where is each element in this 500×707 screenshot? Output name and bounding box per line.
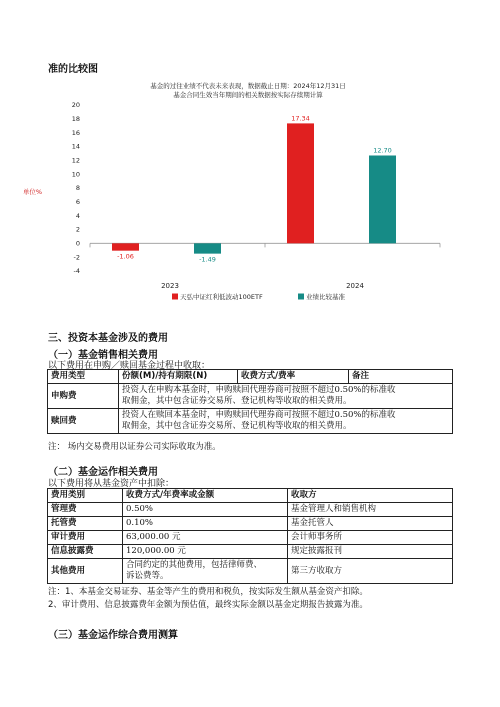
y-tick-label: 20 [71, 101, 80, 110]
op-row-category: 审计费用 [48, 531, 123, 545]
legend-swatch-benchmark [298, 294, 304, 300]
sub1-title: （一）基金销售相关费用 [48, 350, 158, 361]
y-tick-label: 4 [75, 211, 80, 220]
section3-title: 三、投资本基金涉及的费用 [48, 333, 168, 344]
sales-header-type: 费用类型 [48, 370, 119, 384]
op-header-method: 收费方式/年费率或金额 [123, 489, 288, 503]
bar-value-label: -1.06 [117, 252, 134, 261]
op-header-payee: 收取方 [288, 489, 453, 503]
op-row-rate: 63,000.00 元 [123, 531, 288, 545]
table-row [48, 517, 453, 531]
op-row-rate: 120,000.00 元 [123, 545, 288, 559]
sales-header-share: 份额(M)/持有期限(N) [119, 370, 238, 384]
op-row-category: 管理费 [48, 503, 123, 517]
operation-fee-table [47, 488, 453, 584]
op-row-payee: 第三方收取方 [288, 559, 453, 584]
sub3-title: （三）基金运作综合费用测算 [48, 630, 178, 641]
y-tick-label: 2 [75, 225, 80, 234]
y-tick-label: 0 [75, 239, 80, 248]
return-comparison-chart [0, 74, 500, 314]
x-tick-2023: 2023 [161, 282, 179, 290]
sales-row-desc [119, 409, 453, 434]
op-row-payee: 规定披露报刊 [288, 545, 453, 559]
op-row-category: 信息披露费 [48, 545, 123, 559]
x-tick-2024: 2024 [346, 282, 364, 290]
sales-row-desc-line2: 取佣金，其中包含证券交易所、登记机构等收取的相关费用。 [122, 421, 352, 431]
sales-header-remark: 备注 [349, 370, 453, 384]
op-row-rate-line1: 合同约定的其他费用，包括律师费、 [126, 560, 263, 570]
op-row-rate: 0.10% [123, 517, 288, 531]
section-heading-comparison: 准的比较图 [48, 64, 98, 75]
y-tick-label: 8 [75, 184, 80, 193]
y-tick-label: 14 [71, 142, 80, 151]
chart-y-label: 单位% [22, 188, 42, 196]
sales-header-method: 收费方式/费率 [238, 370, 349, 384]
op-row-payee: 会计师事务所 [288, 531, 453, 545]
sales-fee-table [47, 369, 453, 434]
bar-value-label: 12.70 [373, 146, 392, 155]
table-row [48, 384, 453, 409]
sub2-title: （二）基金运作相关费用 [48, 467, 158, 478]
legend-label-benchmark: 业绩比较基准 [306, 293, 345, 301]
op-row-category: 托管费 [48, 517, 123, 531]
sub2-note1: 注：1、本基金交易证券、基金等产生的费用和税负，按实际发生额从基金资产扣除。 [48, 587, 368, 597]
op-row-category: 其他费用 [48, 559, 123, 584]
table-row [48, 409, 453, 434]
sales-row-desc-line2: 取佣金，其中包含证券交易所、登记机构等收取的相关费用。 [122, 396, 352, 406]
bar-value-label: 17.34 [291, 114, 310, 123]
y-tick-label: 12 [71, 156, 80, 165]
table-row [48, 531, 453, 545]
op-header-category: 费用类别 [48, 489, 123, 503]
sub2-intro: 以下费用将从基金资产中扣除： [48, 479, 175, 489]
op-row-payee: 基金托管人 [288, 517, 453, 531]
chart-note-line1: 基金的过往业绩不代表未来表现，数据截止日期：2024年12月31日 [150, 82, 346, 90]
y-tick-label: -2 [73, 253, 80, 262]
sub1-note: 注： 场内交易费用以证券公司实际收取为准。 [48, 442, 221, 452]
table-row [48, 559, 453, 584]
y-tick-label: 16 [71, 128, 80, 137]
table-row [48, 545, 453, 559]
legend-label-fund: 天弘中证红利低波动100ETF [180, 293, 263, 301]
sales-row-type: 赎回费 [48, 409, 119, 434]
sub1-intro: 以下费用在申购／赎回基金过程中收取： [48, 361, 211, 371]
y-tick-label: 10 [71, 170, 80, 179]
op-row-rate: 0.50% [123, 503, 288, 517]
y-tick-label: -4 [73, 267, 80, 276]
sales-row-desc-line1: 投资人在申购本基金时，申购赎回代理券商可按照不超过0.50%的标准收 [122, 385, 396, 395]
bar-fund-2023 [112, 243, 139, 250]
sales-row-desc-line1: 投资人在赎回本基金时，申购赎回代理券商可按照不超过0.50%的标准收 [122, 410, 396, 420]
bar-benchmark-2023 [194, 243, 221, 253]
bar-benchmark-2024 [369, 155, 396, 243]
op-row-rate-line2: 诉讼费等。 [126, 571, 169, 581]
op-row-payee: 基金管理人和销售机构 [288, 503, 453, 517]
op-row-rate [123, 559, 288, 584]
sales-row-desc [119, 384, 453, 409]
sub2-note2: 2、审计费用、信息披露费年金额为预估值，最终实际金额以基金定期报告披露为准。 [48, 600, 368, 610]
bar-value-label: -1.49 [199, 255, 216, 264]
legend-swatch-fund [172, 294, 178, 300]
chart-note-line2: 基金合同生效当年期间的相关数据按实际存续期计算 [173, 91, 323, 99]
bar-fund-2024 [287, 123, 314, 243]
y-tick-label: 6 [75, 198, 80, 207]
table-row [48, 503, 453, 517]
sales-row-type: 申购费 [48, 384, 119, 409]
y-tick-label: 18 [71, 115, 80, 124]
